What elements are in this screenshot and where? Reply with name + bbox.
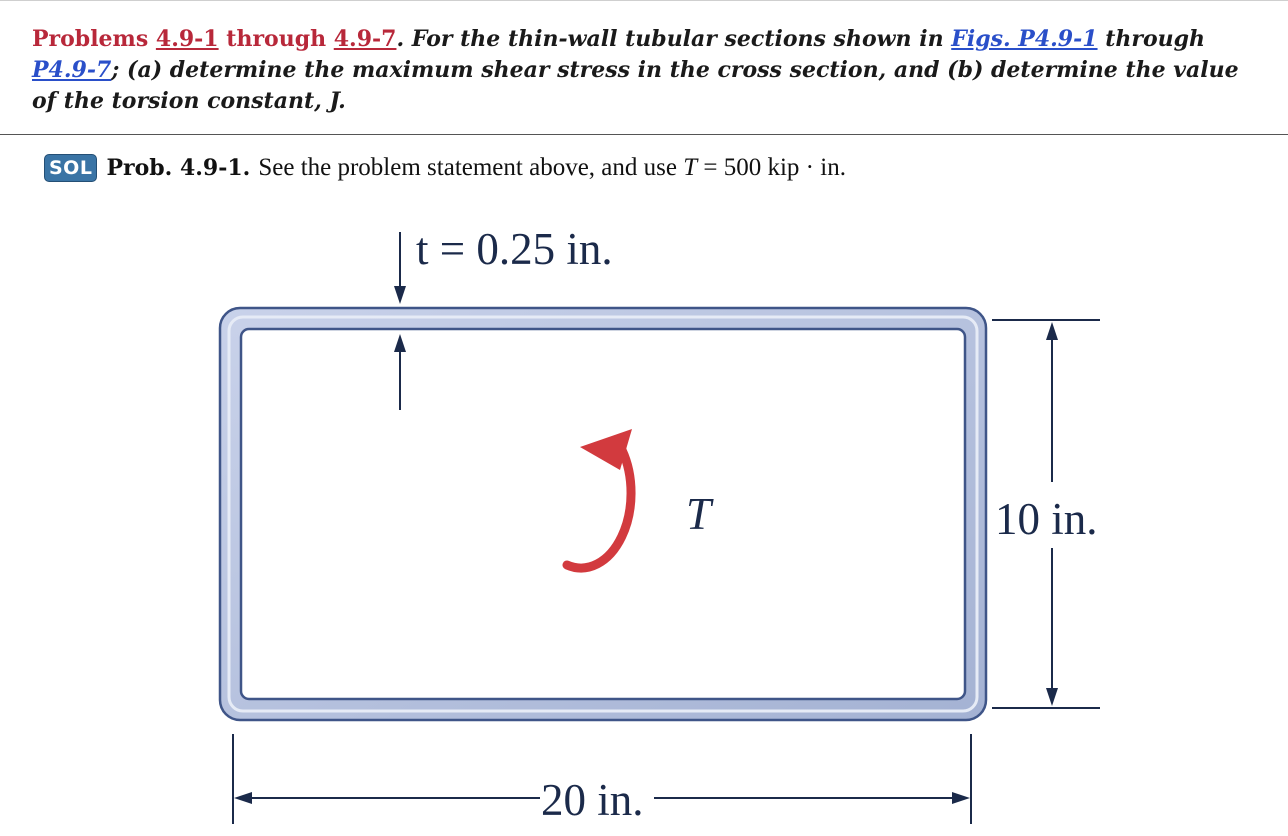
statement-part-1: . For the thin-wall tubular sections shown in xyxy=(396,26,952,52)
sol-badge[interactable]: SOL xyxy=(44,154,97,182)
subproblem-title: Prob. 4.9-1. xyxy=(106,155,251,181)
height-arrowhead-up xyxy=(1046,322,1058,340)
torque-symbol: T xyxy=(683,154,698,181)
through-word-2: through xyxy=(1105,26,1206,52)
thickness-arrowhead-down xyxy=(394,286,406,304)
figure-link-p4-9-1[interactable]: Figs. P4.9-1 xyxy=(951,26,1098,52)
width-arrowhead-left xyxy=(234,792,252,804)
subproblem-text-before: See the problem statement above, and use xyxy=(258,154,677,181)
tube-inner-opening xyxy=(241,329,965,699)
height-arrowhead-down xyxy=(1046,688,1058,706)
problem-link-4-9-7[interactable]: 4.9-7 xyxy=(333,26,397,52)
height-label: 10 in. xyxy=(995,494,1098,544)
through-word: through xyxy=(226,26,327,52)
width-label: 20 in. xyxy=(541,775,644,825)
width-arrowhead-right xyxy=(952,792,970,804)
torque-label: T xyxy=(686,489,712,539)
problems-label: Problems xyxy=(32,26,149,52)
statement-part-2: ; (a) determine the maximum shear stress in the cross section, and (b) determine the value of the torsion constant, J. xyxy=(32,57,1239,114)
thickness-label: t = 0.25 in. xyxy=(416,224,613,274)
problem-link-4-9-1[interactable]: 4.9-1 xyxy=(155,26,219,52)
subproblem-text-after: = 500 kip · in. xyxy=(697,154,846,181)
figure-link-p4-9-7[interactable]: P4.9-7 xyxy=(32,57,112,83)
